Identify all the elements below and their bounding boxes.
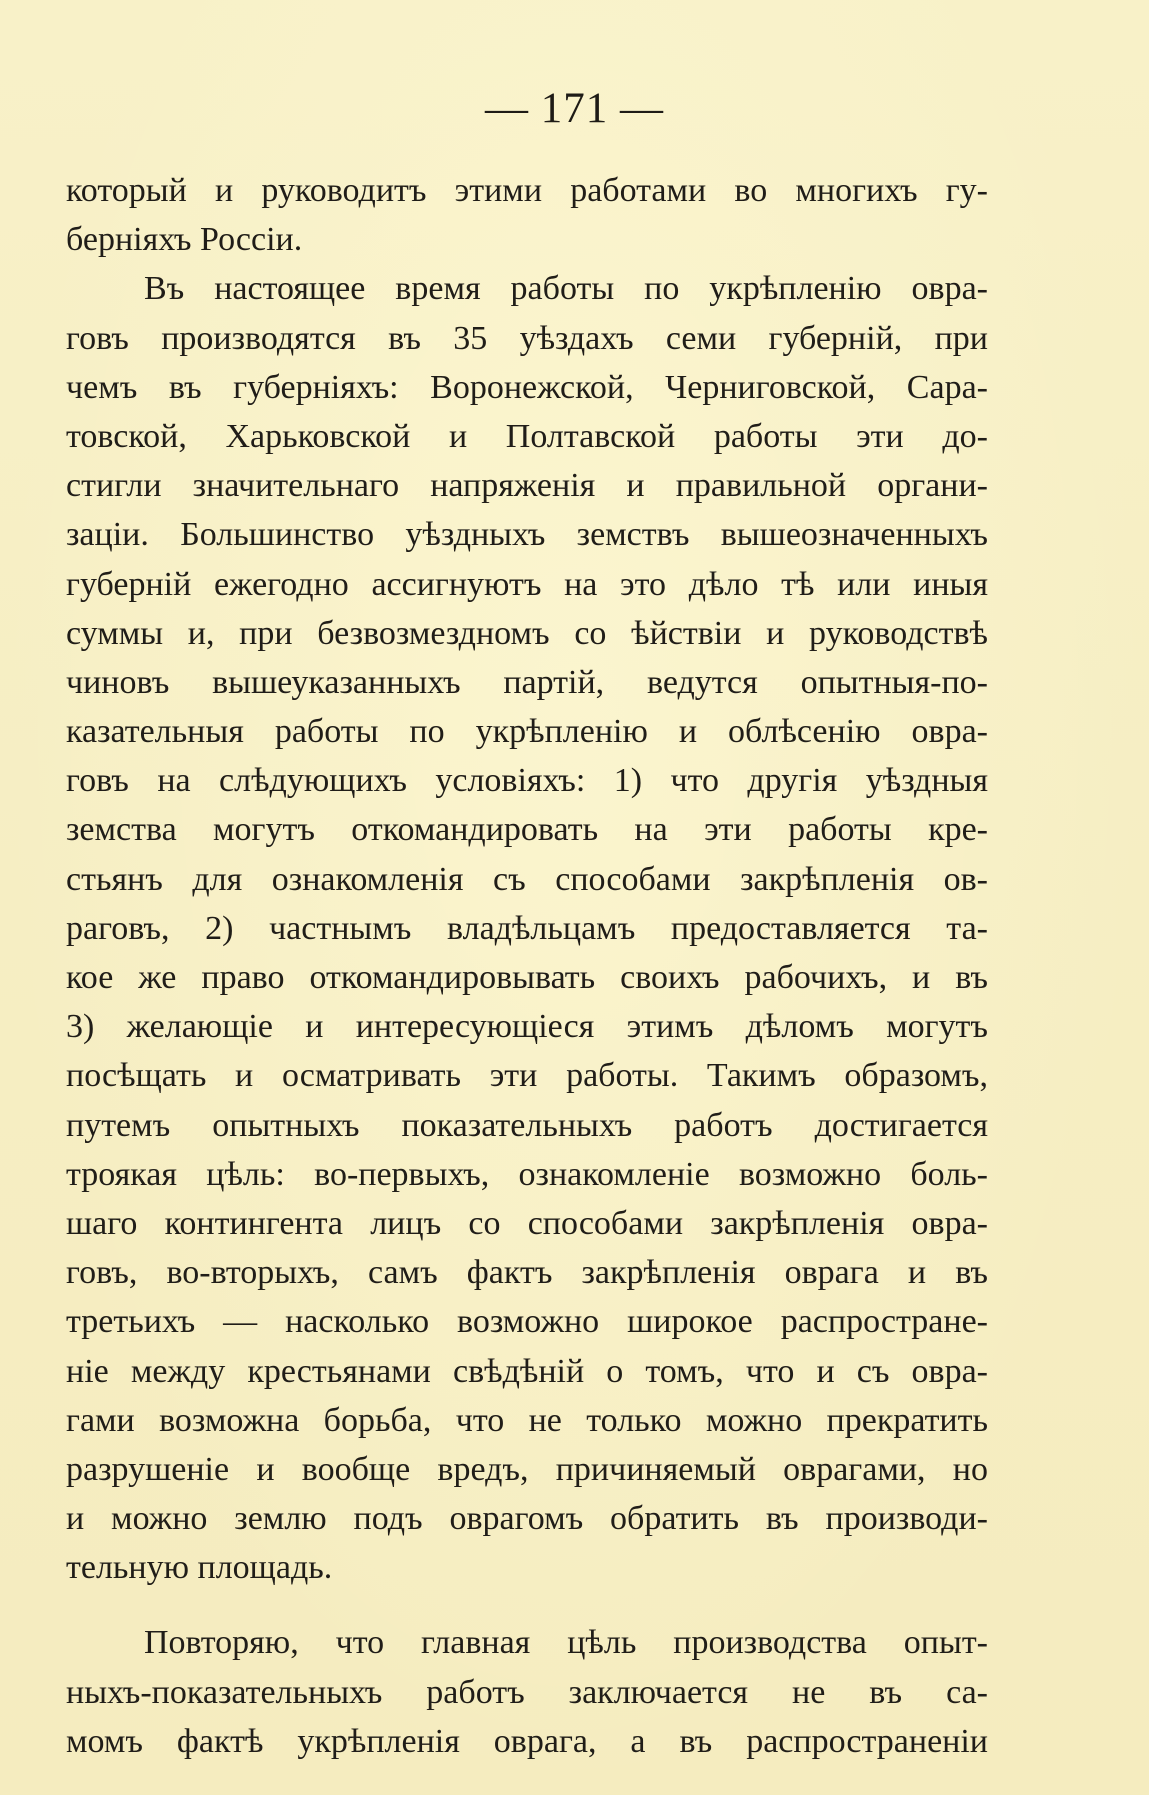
text-line: стьянъ для ознакомленія съ способами закрѣпленія ов- xyxy=(66,860,988,898)
text-line: ніе между крестьянами свѣдѣній о томъ, что и съ овра- xyxy=(66,1352,988,1390)
text-line: суммы и, при безвозмездномъ со ѣйствіи и руководствѣ xyxy=(66,614,988,652)
text-line: 3) желающіе и интересующіеся этимъ дѣломъ могутъ xyxy=(66,1008,988,1046)
text-line: берніяхъ Россіи. xyxy=(66,221,303,259)
text-line: момъ фактѣ укрѣпленія оврага, а въ распространеніи xyxy=(66,1722,988,1760)
text-line: стигли значительнаго напряженія и правильной органи- xyxy=(66,467,988,505)
text-line: губерній ежегодно ассигнуютъ на это дѣло тѣ или иныя xyxy=(66,565,988,603)
text-line: Повторяю, что главная цѣль производства опыт- xyxy=(144,1624,988,1662)
paragraph-spacer xyxy=(66,1592,988,1618)
paragraph-2 xyxy=(66,264,988,1592)
text-line: ныхъ-показательныхъ работъ заключается не въ са- xyxy=(66,1673,988,1711)
text-line: путемъ опытныхъ показательныхъ работъ достигается xyxy=(66,1106,988,1144)
text-line: товской, Харьковской и Полтавской работы эти до- xyxy=(66,417,988,455)
text-line: тельную площадь. xyxy=(66,1549,333,1587)
text-line: посѣщать и осматривать эти работы. Такимъ образомъ, xyxy=(66,1057,988,1095)
text-line: троякая цѣль: во-первыхъ, ознакомленіе возможно боль- xyxy=(66,1155,988,1193)
text-line: гами возможна борьба, что не только можно прекратить xyxy=(66,1401,988,1439)
text-line: и можно землю подъ оврагомъ обратить въ производи- xyxy=(66,1500,988,1538)
text-line: земства могутъ откомандировать на эти работы кре- xyxy=(66,811,988,849)
text-line: третьихъ — насколько возможно широкое распростране- xyxy=(66,1303,988,1341)
paragraph-1 xyxy=(66,166,988,264)
text-line: раговъ, 2) частнымъ владѣльцамъ предоставляется та- xyxy=(66,909,988,947)
text-line: шаго контингента лицъ со способами закрѣпленія овра- xyxy=(66,1204,988,1242)
paragraph-3 xyxy=(66,1618,988,1766)
text-line: чемъ въ губерніяхъ: Воронежской, Черниговской, Сара- xyxy=(66,368,988,406)
text-line: заціи. Большинство уѣздныхъ земствъ вышеозначенныхъ xyxy=(66,516,988,554)
text-line: чиновъ вышеуказанныхъ партій, ведутся опытныя-по- xyxy=(66,663,988,701)
text-line: говъ на слѣдующихъ условіяхъ: 1) что другія уѣздныя xyxy=(66,762,988,800)
text-line: разрушеніе и вообще вредъ, причиняемый оврагами, но xyxy=(66,1450,988,1488)
text-line: который и руководитъ этими работами во многихъ гу- xyxy=(66,172,988,209)
text-line: говъ, во-вторыхъ, самъ фактъ закрѣпленія оврага и въ xyxy=(66,1254,988,1292)
text-line: казательныя работы по укрѣпленію и облѣсенію овра- xyxy=(66,713,988,751)
text-line: говъ производятся въ 35 уѣздахъ семи губерній, при xyxy=(66,319,988,357)
page-body xyxy=(66,166,988,1766)
text-line: кое же право откомандировывать своихъ рабочихъ, и въ xyxy=(66,959,988,996)
page-number: — 171 — xyxy=(485,85,664,132)
text-line: Въ настоящее время работы по укрѣпленію овра- xyxy=(144,270,988,308)
